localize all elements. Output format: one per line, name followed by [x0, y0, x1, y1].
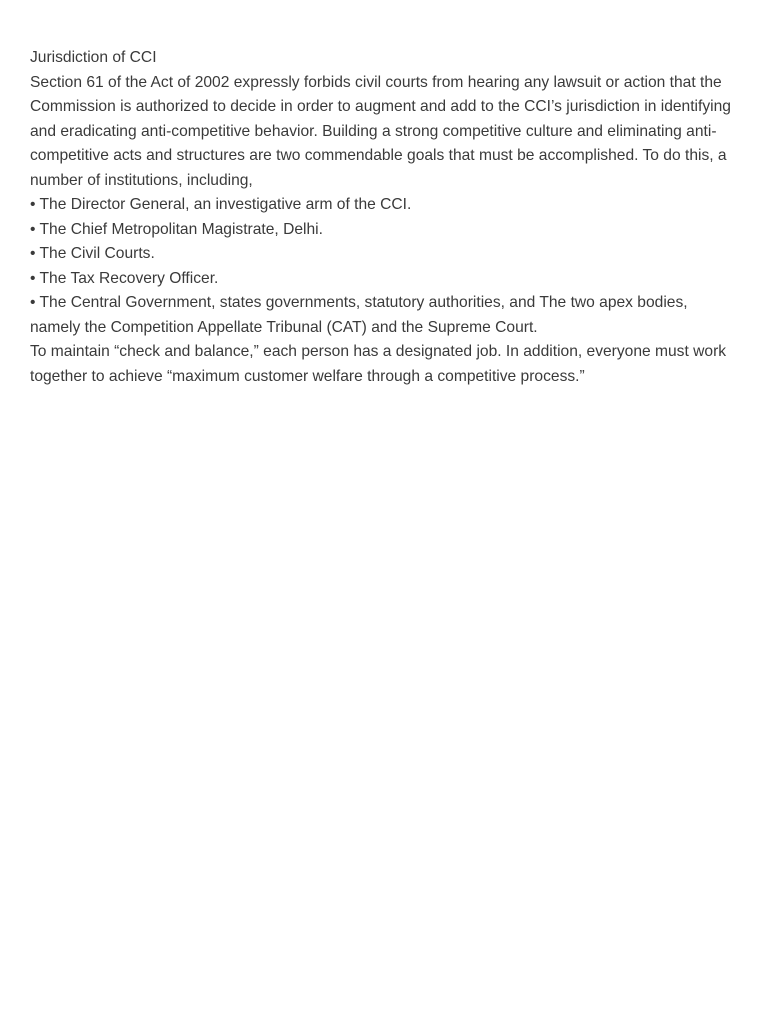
bullet-icon: • — [30, 294, 36, 311]
list-item-text: The Tax Recovery Officer. — [39, 269, 219, 287]
bullet-icon: • — [30, 269, 36, 287]
list-item — [30, 218, 742, 243]
list-item-text: The Chief Metropolitan Magistrate, Delhi. — [39, 220, 323, 238]
institutions-list — [30, 193, 742, 340]
list-item — [30, 193, 742, 218]
bullet-icon: • — [30, 245, 36, 262]
bullet-icon: • — [30, 196, 36, 213]
list-item-text: The Director General, an investigative arm of the CCI. — [39, 196, 412, 213]
list-item — [30, 242, 742, 267]
list-item — [30, 267, 742, 292]
section-heading: Jurisdiction of CCI — [30, 49, 157, 66]
list-item — [30, 291, 742, 340]
bullet-icon: • — [30, 220, 36, 238]
intro-paragraph: Section 61 of the Act of 2002 expressly forbids civil courts from hearing any lawsuit or action that the Commission is authorized to decide in order to augment and add to the CCI’s jurisdiction in identifying and eradicating anti-competitive behavior. Building a strong competitive culture and eliminating anti-competitive acts and structures are two commendable goals that must be accomplished. To do this, a number of institutions, including, — [30, 73, 731, 189]
list-item-text: The Central Government, states governments, statutory authorities, and The two apex bodies, namely the Competition Appellate Tribunal (CAT) and the Supreme Court. — [30, 294, 688, 336]
list-item-text: The Civil Courts. — [39, 245, 155, 262]
closing-paragraph: To maintain “check and balance,” each person has a designated job. In addition, everyone must work together to achieve “maximum customer welfare through a competitive process.” — [30, 343, 727, 385]
